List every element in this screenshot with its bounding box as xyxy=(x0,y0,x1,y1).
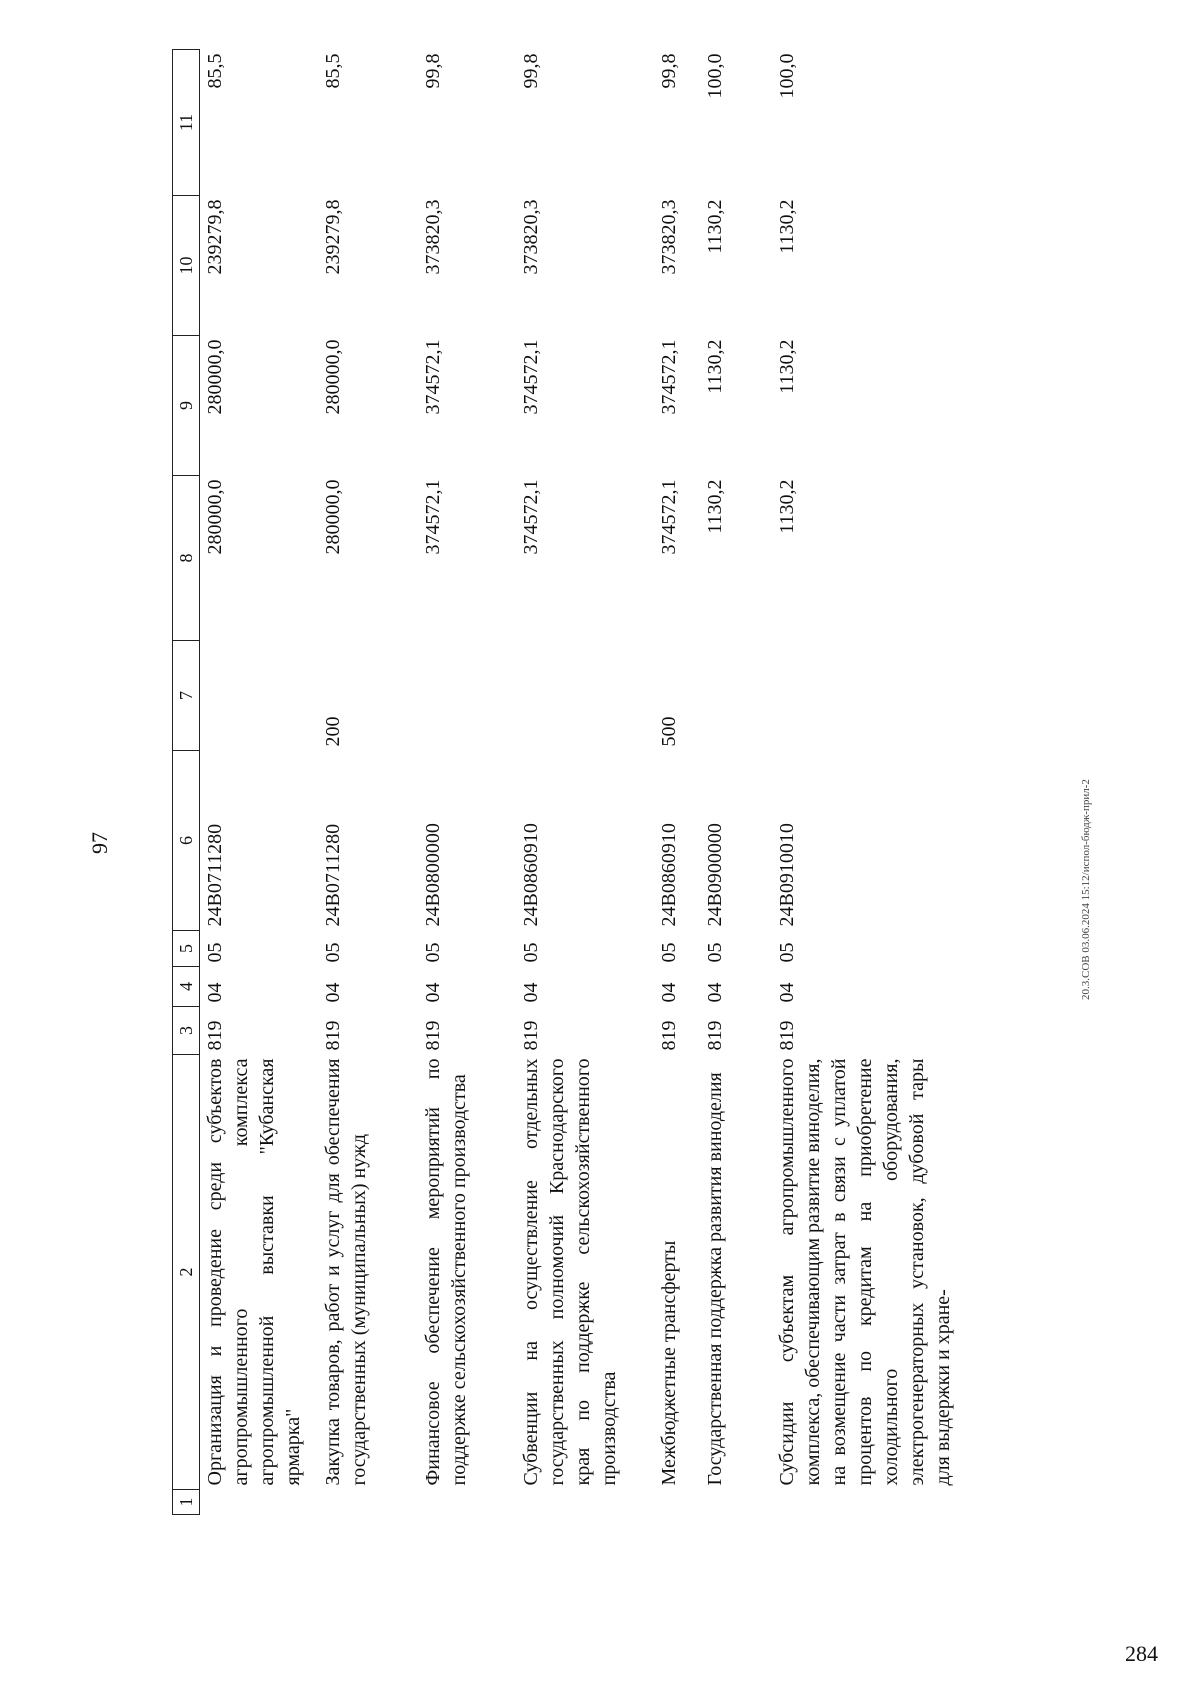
cell-target: 24В0800000 xyxy=(421,823,444,927)
row-name: Субвенции на осуществление отдельных государственных полномочий Краснодарского края по поддержке сельскохозяйственного производства xyxy=(519,1058,620,1486)
cell-expense-type: 500 xyxy=(657,716,680,747)
col-header: 2 xyxy=(173,1055,200,1490)
cell-subsection: 05 xyxy=(421,942,444,963)
cell-section: 04 xyxy=(703,982,726,1003)
cell-percent: 85,5 xyxy=(204,53,226,89)
cell-subsection: 05 xyxy=(775,942,798,963)
cell-admin: 819 xyxy=(321,1020,344,1051)
cell-subsection: 05 xyxy=(321,942,344,963)
cell-admin: 819 xyxy=(703,1020,726,1051)
col-header: 11 xyxy=(173,50,200,196)
cell-section: 04 xyxy=(775,982,798,1003)
cell-expense-type xyxy=(700,641,772,751)
cell-admin: 819 xyxy=(519,1020,542,1051)
cell-subsection: 05 xyxy=(703,942,726,963)
cell-section: 04 xyxy=(204,982,226,1003)
cell-actual: 373820,3 xyxy=(657,199,680,275)
cell-section: 04 xyxy=(519,982,542,1003)
cell-plan: 280000,0 xyxy=(204,479,226,555)
cell-subsection: 05 xyxy=(657,942,680,963)
footer-path: 20.3.СОВ 03.06.2024 15:12/испол-бюдж-прил-2 xyxy=(1080,779,1092,1000)
row-name: Организация и проведение среди субъектов агропромышленного комплекса агропромышленной выставки "Кубанская ярмарка" xyxy=(204,1058,304,1486)
cell-percent: 100,0 xyxy=(775,53,798,99)
cell-target: 24В0910010 xyxy=(775,823,798,927)
row-name: Финансовое обеспечение мероприятий по поддержке сельскохозяйственного производства xyxy=(421,1058,470,1486)
cell-expense-type xyxy=(772,641,972,751)
cell-approved: 1130,2 xyxy=(703,339,726,394)
row-name: Закупка товаров, работ и услуг для обеспечения государственных (муниципальных) нужд xyxy=(321,1058,370,1486)
cell-subsection: 05 xyxy=(519,942,542,963)
table-row xyxy=(516,50,654,1515)
table-row xyxy=(418,50,516,1515)
cell-admin: 819 xyxy=(204,1020,226,1051)
col-header: 10 xyxy=(173,196,200,336)
cell-approved: 374572,1 xyxy=(421,339,444,415)
budget-table-sheet xyxy=(172,50,1052,1515)
sheet-number: 284 xyxy=(1125,1641,1158,1666)
cell-actual: 239279,8 xyxy=(204,199,226,275)
col-header: 4 xyxy=(173,967,200,1007)
cell-section: 04 xyxy=(421,982,444,1003)
cell-expense-type xyxy=(418,641,516,751)
cell-section: 04 xyxy=(657,982,680,1003)
cell-target: 24В0711280 xyxy=(321,823,344,927)
col-header: 1 xyxy=(173,1490,200,1515)
cell-admin: 819 xyxy=(657,1020,680,1051)
cell-target: 24В0711280 xyxy=(204,823,226,927)
col-header: 3 xyxy=(173,1007,200,1055)
cell-approved: 280000,0 xyxy=(204,339,226,415)
table-row xyxy=(318,50,418,1515)
table-row xyxy=(700,50,772,1515)
cell-expense-type: 200 xyxy=(321,716,344,747)
cell-subsection: 05 xyxy=(204,942,226,963)
page-number: 97 xyxy=(87,832,112,854)
col-header: 8 xyxy=(173,476,200,641)
cell-percent: 100,0 xyxy=(703,53,726,99)
cell-actual: 239279,8 xyxy=(321,199,344,275)
cell-target: 24В0900000 xyxy=(703,823,726,927)
col-header: 5 xyxy=(173,931,200,967)
cell-plan: 374572,1 xyxy=(519,479,542,555)
col-header: 7 xyxy=(173,641,200,751)
cell-percent: 99,8 xyxy=(421,53,444,89)
row-name: Государственная поддержка развития виноделия xyxy=(703,1072,726,1486)
cell-expense-type xyxy=(516,641,654,751)
cell-percent: 99,8 xyxy=(657,53,680,89)
cell-plan: 374572,1 xyxy=(421,479,444,555)
budget-table xyxy=(172,49,972,1515)
table-row xyxy=(200,50,318,1515)
cell-approved: 280000,0 xyxy=(321,339,344,415)
table-row xyxy=(772,50,972,1515)
cell-admin: 819 xyxy=(775,1020,798,1051)
cell-actual: 1130,2 xyxy=(775,199,798,254)
col-header: 6 xyxy=(173,751,200,931)
cell-actual: 1130,2 xyxy=(703,199,726,254)
cell-percent: 99,8 xyxy=(519,53,542,89)
cell-expense-type xyxy=(200,641,318,751)
cell-target: 24В0860910 xyxy=(657,823,680,927)
row-name: Субсидии субъектам агропромышленного комплекса, обеспечивающим развитие виноделия, на возмещение части затрат в связи с уплатой процентов по кредитам на приобретение холодильного оборудования, электрогенераторных установок, дубовой тары для выдержки и хране- xyxy=(775,1058,954,1486)
cell-target: 24В0860910 xyxy=(519,823,542,927)
cell-actual: 373820,3 xyxy=(421,199,444,275)
cell-plan: 1130,2 xyxy=(703,479,726,534)
cell-percent: 85,5 xyxy=(321,53,344,89)
cell-section: 04 xyxy=(321,982,344,1003)
cell-plan: 374572,1 xyxy=(657,479,680,555)
table-row xyxy=(654,50,700,1515)
cell-approved: 374572,1 xyxy=(519,339,542,415)
cell-approved: 1130,2 xyxy=(775,339,798,394)
header-row xyxy=(173,50,200,1515)
col-header: 9 xyxy=(173,336,200,476)
row-name: Межбюджетные трансферты xyxy=(657,1240,680,1486)
cell-plan: 280000,0 xyxy=(321,479,344,555)
cell-actual: 373820,3 xyxy=(519,199,542,275)
cell-plan: 1130,2 xyxy=(775,479,798,534)
cell-approved: 374572,1 xyxy=(657,339,680,415)
cell-admin: 819 xyxy=(421,1020,444,1051)
